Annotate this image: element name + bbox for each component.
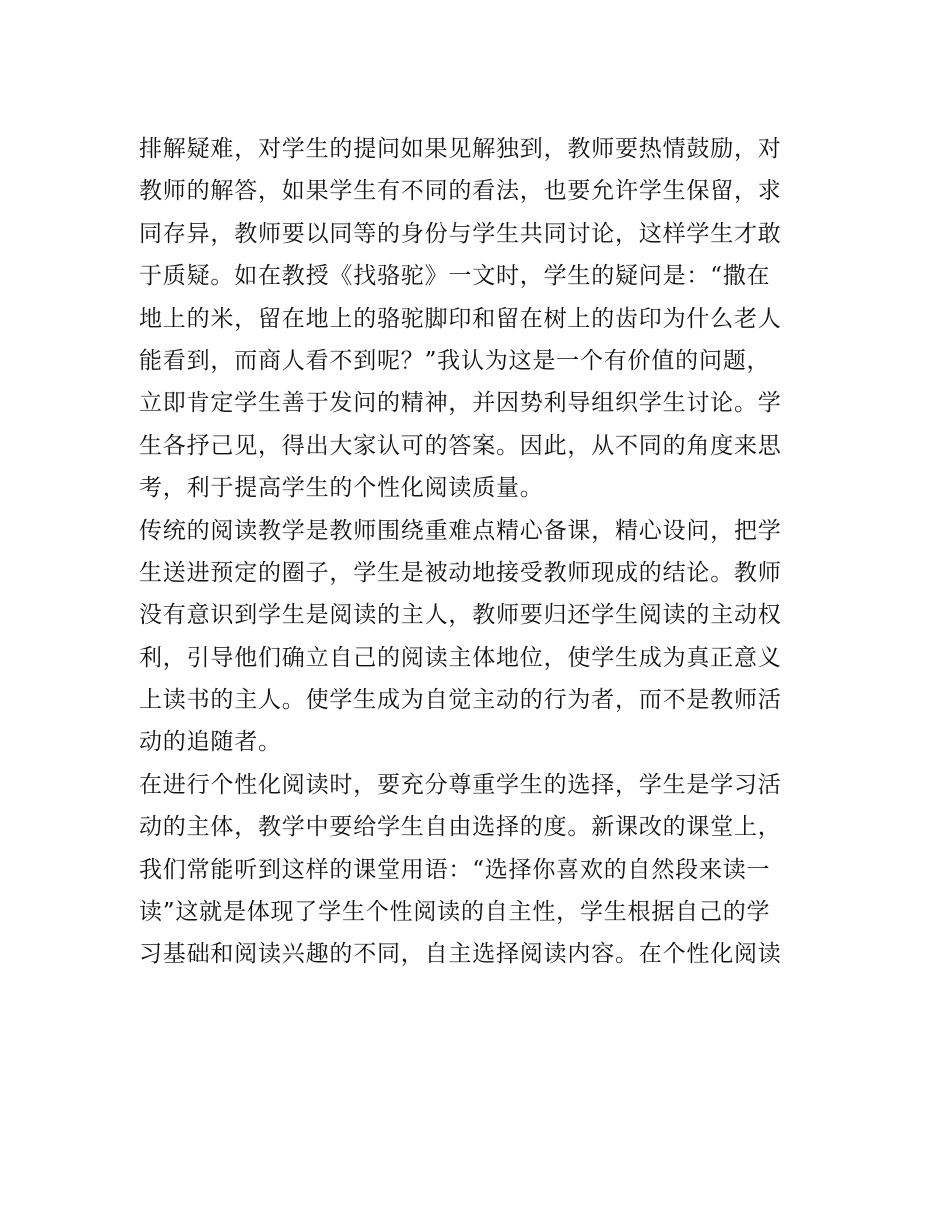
text-line: 排解疑难，对学生的提问如果见解独到，教师要热情鼓励，对 bbox=[139, 136, 782, 162]
text-line: 读”这就是体现了学生个性阅读的自主性，学生根据自己的学 bbox=[139, 899, 771, 926]
text-line: 立即肯定学生善于发问的精神，并因势利导组织学生讨论。学 bbox=[139, 390, 782, 417]
text-line: 于质疑。如在教授《找骆驼》一文时，学生的疑问是：“撒在 bbox=[139, 263, 771, 290]
body-text bbox=[139, 128, 819, 976]
text-line: 考，利于提高学生的个性化阅读质量。 bbox=[139, 475, 544, 502]
text-line: 在进行个性化阅读时，要充分尊重学生的选择，学生是学习活 bbox=[139, 771, 782, 798]
text-line: 上读书的主人。使学生成为自觉主动的行为者，而不是教师活 bbox=[139, 687, 782, 714]
text-line: 利，引导他们确立自己的阅读主体地位，使学生成为真正意义 bbox=[139, 644, 782, 671]
text-line: 能看到，而商人看不到呢？”我认为这是一个有价值的问题， bbox=[139, 347, 771, 374]
text-line: 生送进预定的圈子，学生是被动地接受教师现成的结论。教师 bbox=[139, 559, 782, 586]
text-line: 传统的阅读教学是教师围绕重难点精心备课，精心设问，把学 bbox=[139, 517, 782, 544]
text-line: 习基础和阅读兴趣的不同，自主选择阅读内容。在个性化阅读 bbox=[139, 941, 782, 968]
text-line: 动的主体，教学中要给学生自由选择的度。新课改的课堂上， bbox=[139, 814, 782, 841]
text-line: 我们常能听到这样的课堂用语：“选择你喜欢的自然段来读一 bbox=[139, 856, 771, 883]
text-line: 生各抒己见，得出大家认可的答案。因此，从不同的角度来思 bbox=[139, 432, 782, 459]
text-line: 没有意识到学生是阅读的主人，教师要归还学生阅读的主动权 bbox=[139, 602, 782, 629]
text-line: 教师的解答，如果学生有不同的看法，也要允许学生保留，求 bbox=[139, 178, 782, 205]
text-line: 动的追随者。 bbox=[139, 729, 282, 756]
text-line: 同存异，教师要以同等的身份与学生共同讨论，这样学生才敢 bbox=[139, 220, 782, 247]
text-line: 地上的米，留在地上的骆驼脚印和留在树上的齿印为什么老人 bbox=[139, 305, 782, 332]
